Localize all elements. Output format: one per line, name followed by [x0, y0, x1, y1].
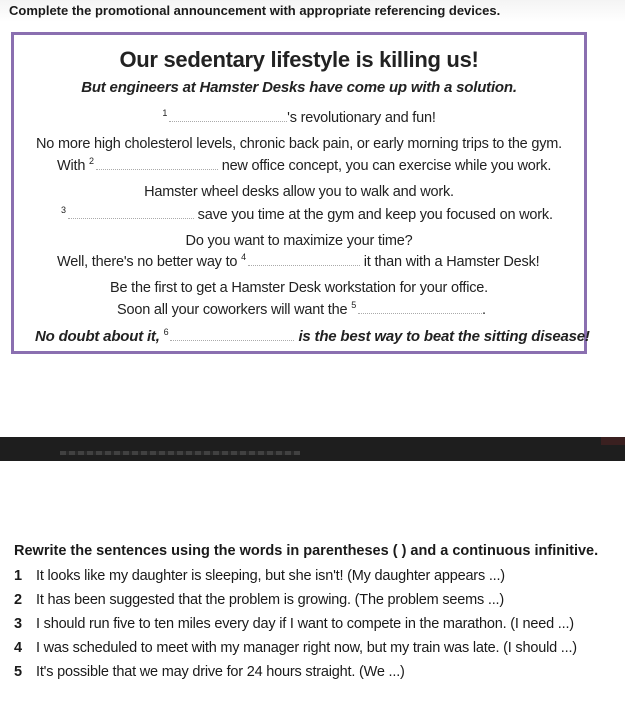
blank-6[interactable]: [170, 328, 294, 341]
promo-title: Our sedentary lifestyle is killing us!: [119, 47, 479, 72]
promo-line-10-text: is the best way to beat the sitting disease!: [298, 328, 590, 345]
blank-2[interactable]: [96, 157, 218, 170]
blank-4[interactable]: [248, 253, 360, 266]
promo-line-10: [14, 327, 590, 345]
rewrite-item-number: 5: [14, 664, 22, 680]
promo-line-3: [14, 156, 584, 174]
blank-number-1: 1: [162, 108, 168, 118]
rewrite-item-number: 1: [14, 568, 22, 584]
promo-line-7-text: it than with a Hamster Desk!: [363, 253, 540, 270]
promo-line-2: No more high cholesterol levels, chronic back pain, or early morning trips to the gym.: [36, 136, 562, 152]
faint-scanned-text: [60, 451, 300, 455]
promo-line-8: Be the first to get a Hamster Desk workstation for your office.: [110, 280, 488, 296]
promo-line-10-pre: No doubt about it,: [35, 328, 160, 345]
promo-line-9: [14, 300, 584, 318]
rewrite-item-5: [14, 664, 405, 680]
blank-number-5: 5: [351, 300, 356, 310]
rewrite-item-text: I was scheduled to meet with my manager right now, but my train was late. (I should ...): [36, 640, 577, 656]
blank-number-4: 4: [241, 252, 246, 262]
promo-line-5-text: save you time at the gym and keep you focused on work.: [197, 206, 553, 223]
blank-number-6: 6: [163, 327, 169, 337]
rewrite-item-4: [14, 640, 577, 656]
promo-line-7-pre: Well, there's no better way to: [57, 253, 238, 270]
rewrite-item-text: It has been suggested that the problem is growing. (The problem seems ...): [36, 592, 504, 608]
promo-subtitle: But engineers at Hamster Desks have come up with a solution.: [81, 79, 517, 96]
rewrite-item-3: [14, 616, 574, 632]
dark-divider-strip: [0, 437, 625, 461]
promo-line-1-text: 's revolutionary and fun!: [287, 109, 436, 126]
rewrite-item-1: [14, 568, 505, 584]
strip-edge-mark: [601, 437, 625, 445]
rewrite-item-text: It looks like my daughter is sleeping, but she isn't! (My daughter appears ...): [36, 568, 505, 584]
blank-number-2: 2: [89, 156, 94, 166]
rewrite-item-number: 4: [14, 640, 22, 656]
rewrite-item-number: 3: [14, 616, 22, 632]
blank-3[interactable]: [68, 206, 194, 219]
blank-1[interactable]: [169, 109, 287, 122]
promo-announcement-box: [11, 32, 590, 354]
promo-line-3-text: new office concept, you can exercise while you work.: [221, 157, 552, 174]
exercise-instruction: Complete the promotional announcement with appropriate referencing devices.: [0, 0, 625, 22]
promo-line-9-post: .: [482, 301, 486, 318]
promo-line-4: Hamster wheel desks allow you to walk and work.: [144, 184, 454, 200]
rewrite-item-text: I should run five to ten miles every day if I want to compete in the marathon. (I need ...): [36, 616, 574, 632]
rewrite-heading: Rewrite the sentences using the words in parentheses ( ) and a continuous infinitive.: [14, 543, 599, 559]
blank-number-3: 3: [61, 205, 66, 215]
promo-line-6: Do you want to maximize your time?: [185, 233, 413, 249]
rewrite-item-number: 2: [14, 592, 22, 608]
rewrite-item-2: [14, 592, 504, 608]
promo-line-1: [14, 108, 584, 126]
promo-line-9-pre: Soon all your coworkers will want the: [117, 301, 348, 318]
promo-line-3-pre: With: [57, 157, 86, 174]
promo-line-7: [14, 252, 584, 270]
blank-5[interactable]: [358, 301, 482, 314]
promo-line-5: [14, 205, 584, 223]
rewrite-item-text: It's possible that we may drive for 24 hours straight. (We ...): [36, 664, 405, 680]
